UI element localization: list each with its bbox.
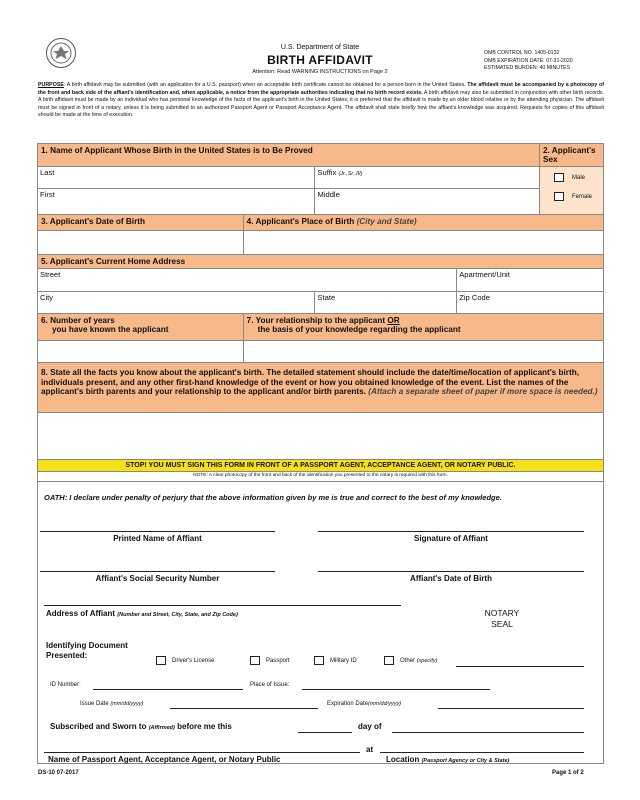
id-doc-label-2: Presented: [46, 651, 88, 660]
printed-name-line[interactable] [40, 531, 275, 532]
apartment-field[interactable] [457, 269, 604, 292]
other-checkbox[interactable] [384, 656, 394, 665]
male-checkbox[interactable] [554, 173, 564, 182]
subscribed-text: Subscribed and Sworn to [50, 722, 147, 731]
omb-burden: ESTIMATED BURDEN: 40 MINUTES [484, 65, 571, 71]
male-label: Male [572, 175, 586, 182]
affirmed-text: (Affirmed) [148, 725, 175, 731]
day-line[interactable] [298, 732, 352, 733]
section4-hint: (City and State) [356, 217, 417, 226]
address-label [46, 609, 238, 618]
military-id-label: Military ID [330, 658, 357, 665]
omb-expiration: OMB EXPIRATION DATE: 07-31-2020 [484, 57, 573, 64]
section8-italic: (Attach a separate sheet of paper if more space is needed.) [365, 387, 598, 396]
location-hint: (Passport Agency or City & State) [421, 758, 510, 764]
agent-name-line[interactable] [44, 752, 360, 753]
section2-header: 2. Applicant's Sex [540, 144, 604, 167]
id-number-label: ID Number: [50, 682, 81, 688]
signature-line[interactable] [318, 531, 584, 532]
issue-date-label [80, 701, 143, 707]
location-line[interactable] [380, 752, 584, 753]
issue-date-line[interactable] [170, 708, 318, 709]
section8-text: 8. State all the facts you know about the applicant's birth. The detailed statement should include the date/time/location of applicant's birth, individuals present, and any other first-hand knowledge of the event or how you obtained knowledge of the event. List the names of the applicant's birth parents and your relationship to the applicant and/or birth parents. [41, 368, 579, 396]
first-name-label: First [40, 190, 55, 199]
years-known-field[interactable] [38, 341, 244, 363]
oath-text: OATH: I declare under penalty of perjury that the above information given by me is true and correct to the best of my knowledge. [44, 493, 502, 502]
sex-options [540, 167, 604, 215]
suffix-label: Suffix [317, 168, 337, 177]
agent-name-label: Name of Passport Agent, Acceptance Agent, or Notary Public [48, 755, 281, 764]
zip-field[interactable] [457, 292, 604, 314]
notary-seal-area [470, 608, 534, 630]
street-field[interactable] [38, 269, 457, 292]
city-label: City [40, 293, 54, 302]
id-doc-label-1: Identifying Document [46, 641, 128, 650]
expiration-date-label [327, 701, 401, 707]
notary-line2: SEAL [491, 619, 513, 629]
omb-info [484, 50, 573, 73]
ssn-label: Affiant's Social Security Number [95, 574, 220, 583]
male-option[interactable] [554, 173, 603, 182]
section7-header [243, 314, 603, 341]
passport-checkbox[interactable] [250, 656, 260, 665]
female-checkbox[interactable] [554, 192, 564, 201]
facts-field[interactable] [38, 413, 604, 460]
last-name-label: Last [40, 168, 55, 177]
issue-date-text: Issue Date [80, 701, 109, 707]
place-of-issue-label: Place of Issue: [250, 682, 290, 688]
location-text: Location [386, 755, 420, 764]
day-of-label: day of [358, 722, 382, 731]
section7-line1: 7. Your relationship to the applicant [246, 316, 388, 325]
expiration-date-line[interactable] [438, 708, 584, 709]
military-id-checkbox[interactable] [314, 656, 324, 665]
omb-control: OMB CONTROL NO. 1405-0132 [484, 50, 560, 56]
purpose-text-2: The affidavit must be accompanied by a photocopy of the front and back side of the affiant's identification and, when applicable, a notice from the appropriate authorities indicating that no birth record exists. [38, 82, 605, 96]
ssn-line[interactable] [40, 571, 275, 572]
middle-name-field[interactable] [315, 189, 540, 215]
purpose-paragraph [38, 82, 604, 120]
female-label: Female [572, 194, 593, 201]
section6-line2: you have known the applicant [52, 325, 169, 334]
suffix-field[interactable] [315, 167, 540, 189]
passport-option[interactable] [250, 656, 290, 665]
attention-note: Attention: Read WARNING INSTRUCTIONS on Page 2 [252, 69, 388, 75]
section8-header [38, 363, 604, 413]
apartment-label: Apartment/Unit [459, 270, 510, 279]
before-me-text: before me this [177, 722, 232, 731]
form-table [37, 143, 604, 482]
notary-line1: NOTARY [484, 608, 520, 618]
section7-line2: the basis of your knowledge regarding the applicant [257, 325, 461, 334]
other-specify-line[interactable] [456, 666, 584, 667]
suffix-hint: (Jr.,Sr.,III) [338, 171, 363, 177]
id-number-line[interactable] [93, 689, 243, 690]
affiant-dob-line[interactable] [318, 571, 584, 572]
stop-banner: STOP! YOU MUST SIGN THIS FORM IN FRONT OF A PASSPORT AGENT, ACCEPTANCE AGENT, OR NOTARY PUBLIC. [38, 460, 604, 472]
other-option[interactable] [384, 656, 437, 665]
zip-label: Zip Code [459, 293, 491, 302]
section5-header: 5. Applicant's Current Home Address [38, 255, 604, 269]
form-id: DS-10 07-2017 [38, 770, 79, 776]
department-name: U.S. Department of State [280, 44, 360, 51]
first-name-field[interactable] [38, 189, 315, 215]
section7-or: OR [387, 316, 400, 325]
drivers-license-label: Driver's License [172, 658, 215, 665]
at-label: at [366, 745, 374, 754]
section1-header: 1. Name of Applicant Whose Birth in the United States is to Be Proved [38, 144, 540, 167]
purpose-label: PURPOSE [38, 82, 64, 88]
drivers-license-option[interactable] [156, 656, 215, 665]
section6-header [38, 314, 244, 341]
expiration-date-hint: (mm/dd/yyyy) [368, 701, 402, 707]
form-title: BIRTH AFFIDAVIT [267, 53, 373, 67]
place-of-issue-line[interactable] [302, 689, 490, 690]
affiant-dob-label: Affiant's Date of Birth [410, 574, 492, 583]
issue-date-hint: (mm/dd/yyyy) [110, 701, 144, 707]
purpose-text-1: : A birth affidavit may be submitted (with an application for a U.S. passport) when an acceptable birth certificate cannot be obtained for a person born in the United States. [63, 82, 466, 88]
printed-name-label: Printed Name of Affiant [113, 534, 202, 543]
female-option[interactable] [554, 192, 603, 201]
city-field[interactable] [38, 292, 315, 314]
state-field[interactable] [315, 292, 457, 314]
note-text: NOTE: A clear photocopy of the front and back of the identification you presented to the notary is required with this form. [38, 472, 604, 482]
drivers-license-checkbox[interactable] [156, 656, 166, 665]
month-year-line[interactable] [392, 732, 584, 733]
signature-label: Signature of Affiant [414, 534, 488, 543]
section6-line1: 6. Number of years [41, 316, 115, 325]
expiration-date-text: Expiration Date [327, 701, 369, 707]
address-line[interactable] [44, 605, 401, 606]
page-number: Page 1 of 2 [552, 770, 584, 776]
other-hint: (specify) [416, 658, 438, 665]
last-name-field[interactable] [38, 167, 315, 189]
section4-header [243, 215, 603, 231]
middle-name-label: Middle [317, 190, 340, 199]
passport-label: Passport [266, 658, 290, 665]
sworn-statement [50, 722, 232, 731]
dob-field[interactable] [38, 231, 244, 255]
section3-header: 3. Applicant's Date of Birth [38, 215, 244, 231]
relationship-field[interactable] [243, 341, 603, 363]
section4-title: 4. Applicant's Place of Birth [246, 217, 355, 226]
place-of-birth-field[interactable] [243, 231, 603, 255]
street-label: Street [40, 270, 61, 279]
id-doc-label [46, 641, 128, 661]
location-label [386, 755, 509, 764]
purpose-text-3: A birth affidavit may also be submitted in conjunction with other birth records. A birth affidavit must be made by an individual who has personal knowledge of the facts of the applicant's birth in the United States; it is preferred that the affidavit is made by an older blood relative or by the attending physician. The affidavit must be signed in front of a notary, unless it is being submitted to an authorized Passport Agent or Passport Acceptance Agent. The affidavit shall state briefly how the affiant's knowledge was acquired. Requests for copies of this affidavit should be made at the time of execution. [38, 89, 604, 119]
other-label: Other [400, 658, 416, 665]
address-label-text: Address of Affiant [46, 609, 116, 618]
address-hint: (Number and Street, City, State, and Zip Code) [117, 612, 238, 618]
military-id-option[interactable] [314, 656, 357, 665]
state-label: State [317, 293, 336, 302]
